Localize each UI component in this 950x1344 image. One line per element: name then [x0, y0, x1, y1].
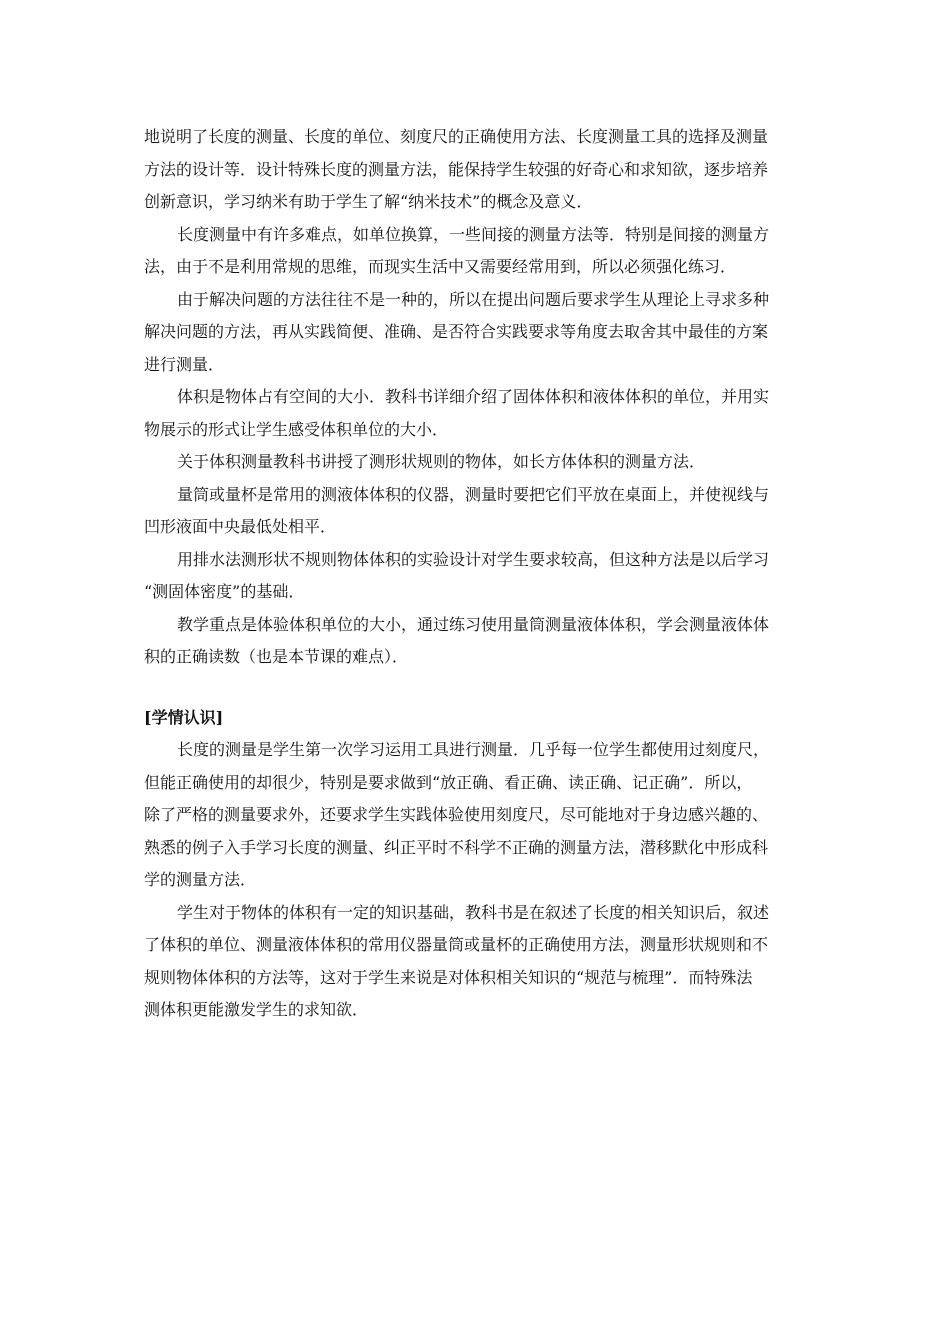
text-line: 由于解决问题的方法往往不是一种的，所以在提出问题后要求学生从理论上寻求多种 — [177, 289, 770, 309]
paragraph-2 — [144, 219, 809, 284]
paragraph-8 — [144, 609, 809, 674]
text-line: 方法的设计等．设计特殊长度的测量方法，能保持学生较强的好奇心和求知欲，逐步培养 — [144, 159, 769, 179]
paragraph-5 — [144, 446, 809, 479]
text-line: 用排水法测形状不规则物体体积的实验设计对学生要求较高，但这种方法是以后学习 — [177, 549, 770, 569]
text-line: 学的测量方法． — [144, 870, 257, 889]
section-paragraph-1 — [144, 734, 809, 897]
text-line: 解决问题的方法，再从实践简便、准确、是否符合实践要求等角度去取舍其中最佳的方案 — [144, 322, 769, 341]
text-line: 量筒或量杯是常用的测液体体积的仪器，测量时要把它们平放在桌面上，并使视线与 — [177, 484, 770, 504]
paragraph-6 — [144, 479, 809, 544]
paragraph-7 — [144, 544, 809, 609]
section-spacer — [144, 674, 809, 702]
paragraph-1 — [144, 121, 809, 219]
text-line: 地说明了长度的测量、长度的单位、刻度尺的正确使用方法、长度测量工具的选择及测量 — [144, 127, 769, 146]
text-line: 长度的测量是学生第一次学习运用工具进行测量．几乎每一位学生都使用过刻度尺， — [177, 740, 770, 759]
text-line: 除了严格的测量要求外，还要求学生实践体验使用刻度尺，尽可能地对于身边感兴趣的、 — [144, 805, 769, 824]
text-line: 熟悉的例子入手学习长度的测量、纠正平时不科学不正确的测量方法，潜移默化中形成科 — [144, 837, 769, 857]
text-line: 物展示的形式让学生感受体积单位的大小． — [144, 419, 449, 439]
text-line: 进行测量． — [144, 354, 225, 374]
text-line: 规则物体体积的方法等，这对于学生来说是对体积相关知识的“规范与梳理”．而特殊法 — [144, 967, 753, 987]
document-body — [144, 121, 809, 1027]
text-line: 但能正确使用的却很少，特别是要求做到“放正确、看正确、读正确、记正确”．所以， — [144, 772, 753, 792]
text-line: 学生对于物体的体积有一定的知识基础，教科书是在叙述了长度的相关知识后，叙述 — [177, 902, 770, 922]
text-line: 长度测量中有许多难点，如单位换算，一些间接的测量方法等．特别是间接的测量方 — [177, 224, 770, 244]
text-line: 关于体积测量教科书讲授了测形状规则的物体，如长方体体积的测量方法． — [177, 452, 706, 471]
text-line: 创新意识，学习纳米有助于学生了解“纳米技术”的概念及意义． — [144, 192, 593, 211]
section-paragraph-2 — [144, 897, 809, 1027]
text-line: 测体积更能激发学生的求知欲． — [144, 1000, 369, 1019]
text-line: 体积是物体占有空间的大小．教科书详细介绍了固体体积和液体体积的单位，并用实 — [177, 387, 770, 406]
text-line: 法，由于不是利用常规的思维，而现实生活中又需要经常用到，所以必须强化练习． — [144, 257, 737, 276]
text-line: 教学重点是体验体积单位的大小，通过练习使用量筒测量液体体积，学会测量液体体 — [177, 614, 770, 634]
text-line: “测固体密度”的基础． — [144, 582, 305, 601]
section-heading: [学情认识] — [144, 707, 224, 727]
text-line: 积的正确读数（也是本节课的难点）． — [144, 647, 409, 666]
paragraph-3 — [144, 284, 809, 382]
text-line: 了体积的单位、测量液体体积的常用仪器量筒或量杯的正确使用方法，测量形状规则和不 — [144, 935, 769, 954]
text-line: 凹形液面中央最低处相平． — [144, 517, 337, 536]
paragraph-4 — [144, 381, 809, 446]
